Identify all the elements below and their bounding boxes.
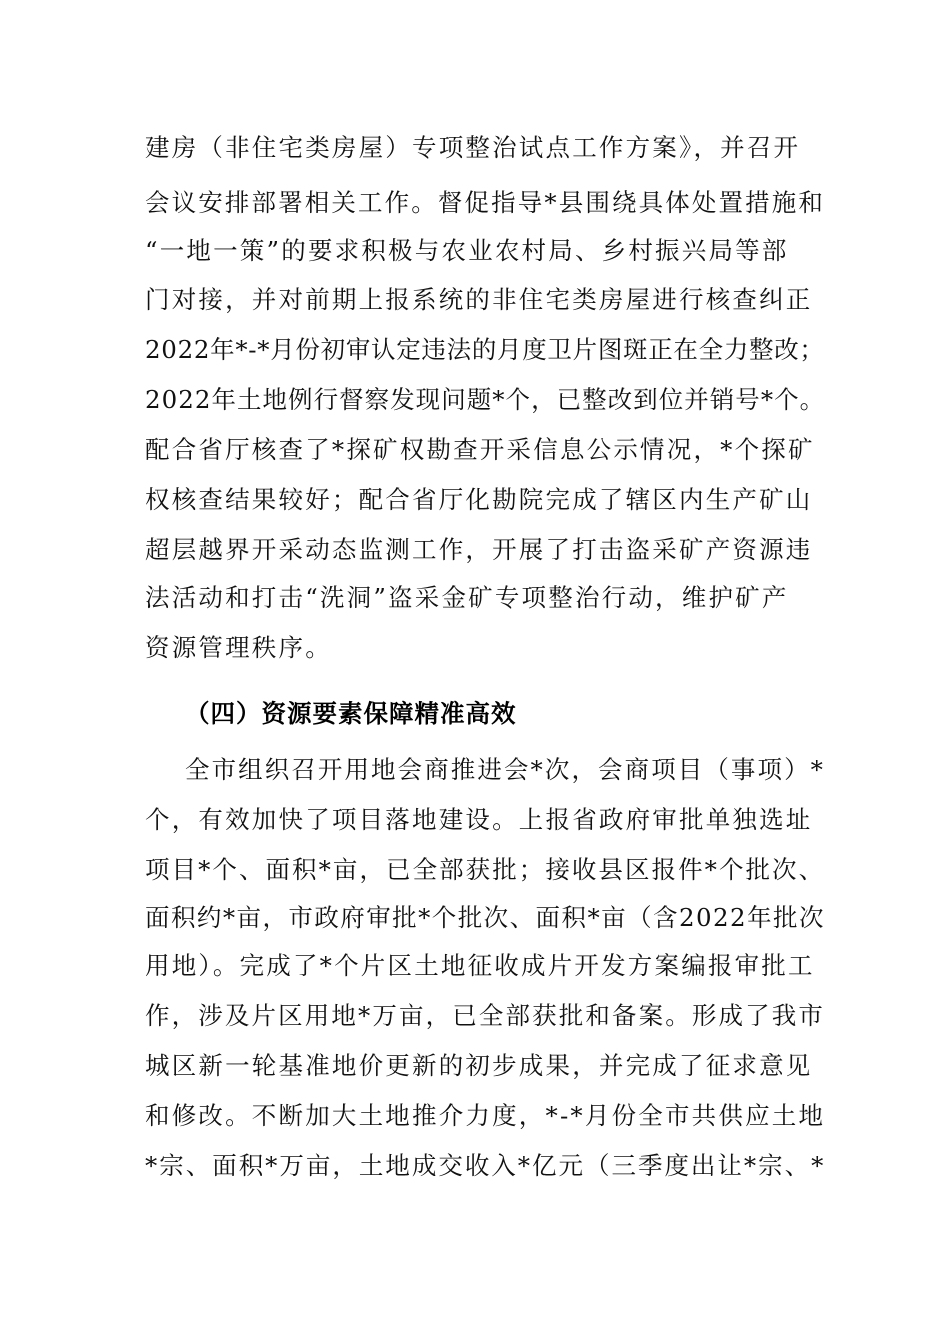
paragraph-line: 资源管理秩序。 <box>145 633 332 662</box>
paragraph-line: 2022年土地例行督察发现问题*个，已整改到位并销号*个。 <box>145 385 826 414</box>
paragraph-line: 面积约*亩，市政府审批*个批次、面积*亩（含2022年批次 <box>145 903 825 932</box>
paragraph-line: 法活动和打击“洗洞”盗采金矿专项整治行动，维护矿产 <box>145 583 789 612</box>
section-heading: （四）资源要素保障精准高效 <box>185 699 517 728</box>
paragraph-line: 用地）。完成了*个片区土地征收成片开发方案编报审批工 <box>145 951 815 980</box>
paragraph-line: 配合省厅核查了*探矿权勘查开采信息公示情况，*个探矿 <box>145 435 815 464</box>
paragraph-line: 全市组织召开用地会商推进会*次，会商项目（事项）* <box>185 755 825 784</box>
paragraph-line: 2022年*-*月份初审认定违法的月度卫片图斑正在全力整改； <box>145 335 825 364</box>
paragraph-line: 建房（非住宅类房屋）专项整治试点工作方案》，并召开 <box>145 133 801 162</box>
paragraph-line: “一地一策”的要求积极与农业农村局、乡村振兴局等部 <box>145 236 789 265</box>
paragraph-line: 作，涉及片区用地*万亩，已全部获批和备案。形成了我市 <box>145 1001 825 1030</box>
paragraph-line: 会议安排部署相关工作。督促指导*县围绕具体处置措施和 <box>145 188 825 217</box>
paragraph-line: 和修改。不断加大土地推介力度，*-*月份全市共供应土地 <box>145 1101 826 1130</box>
paragraph-line: 城区新一轮基准地价更新的初步成果，并完成了征求意见 <box>145 1051 813 1080</box>
paragraph-line: 个，有效加快了项目落地建设。上报省政府审批单独选址 <box>145 805 813 834</box>
paragraph-line: *宗、面积*万亩，土地成交收入*亿元（三季度出让*宗、* <box>145 1151 826 1180</box>
paragraph-line: 项目*个、面积*亩，已全部获批；接收县区报件*个批次、 <box>145 855 826 884</box>
paragraph-line: 门对接，并对前期上报系统的非住宅类房屋进行核查纠正 <box>145 285 813 314</box>
paragraph-line: 权核查结果较好；配合省厅化勘院完成了辖区内生产矿山 <box>145 485 813 514</box>
paragraph-line: 超层越界开采动态监测工作，开展了打击盗采矿产资源违 <box>145 535 813 564</box>
